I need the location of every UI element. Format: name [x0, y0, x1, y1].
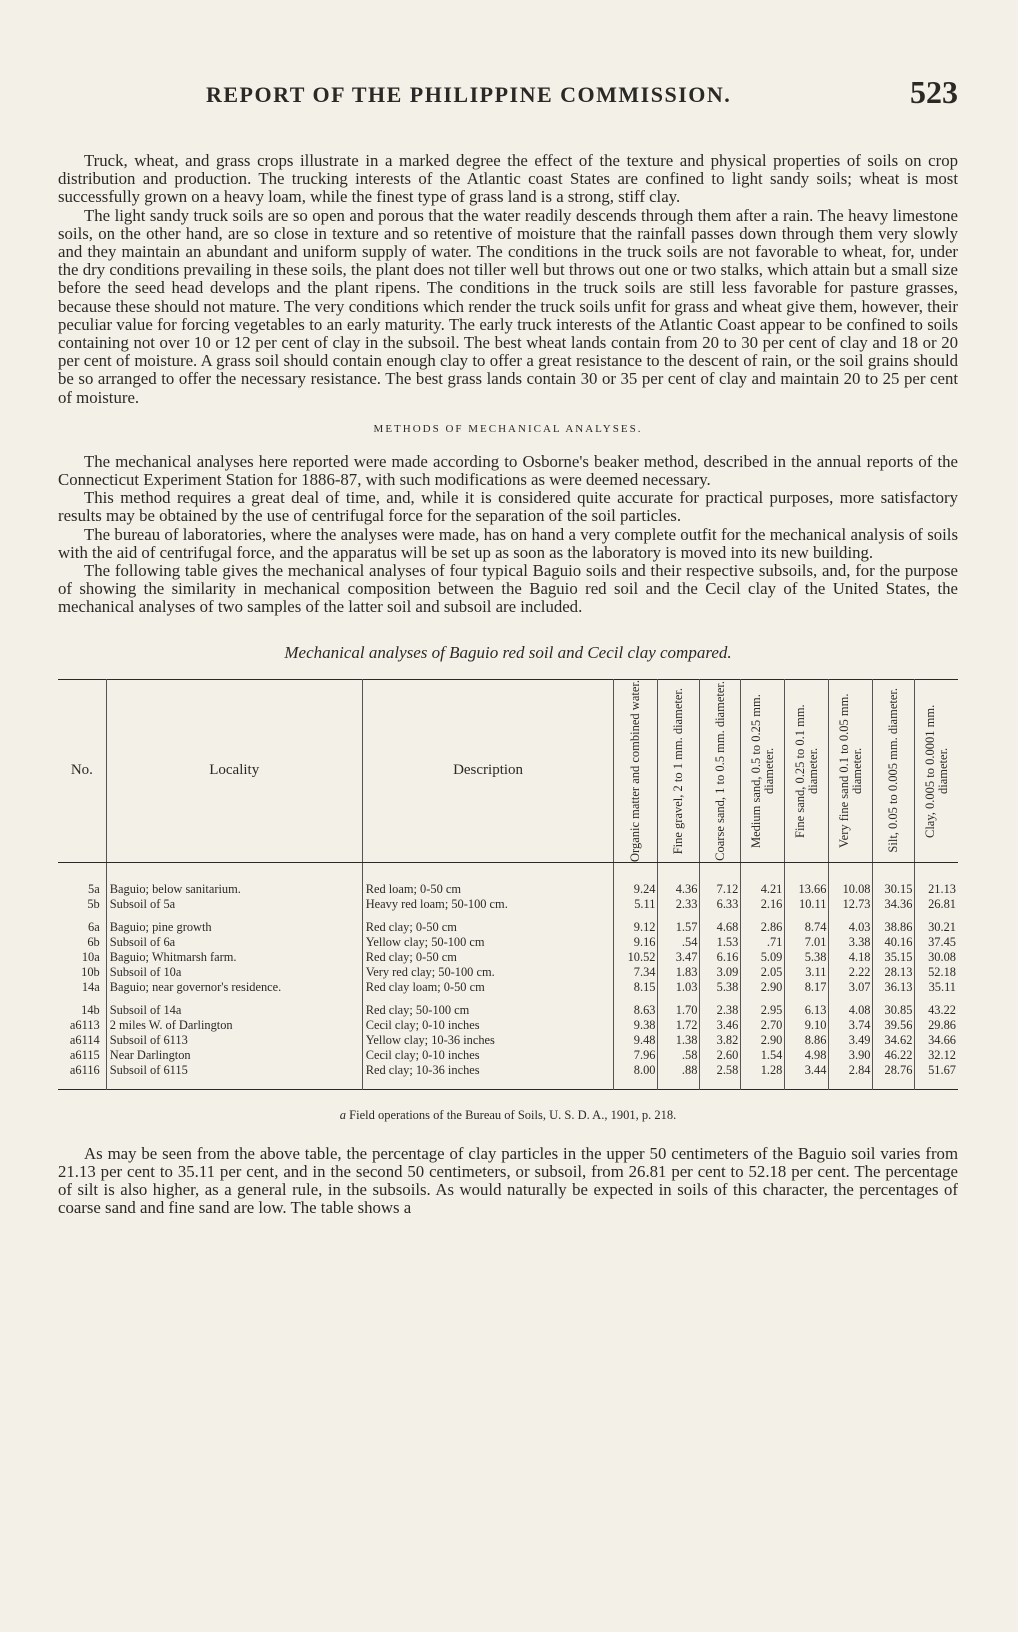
table-row: [58, 1063, 958, 1090]
cell-organic: 8.00: [614, 1063, 658, 1090]
cell-fine-sand: 3.44: [785, 1063, 829, 1090]
cell-fine-sand: 8.17: [785, 980, 829, 995]
cell-organic: 7.34: [614, 965, 658, 980]
cell-locality: Subsoil of 6113: [106, 1033, 362, 1048]
cell-very-fine-sand: 3.49: [829, 1033, 873, 1048]
cell-fine-gravel: .58: [658, 1048, 700, 1063]
cell-silt: 38.86: [873, 912, 915, 935]
header-fine-sand: Fine sand, 0.25 to 0.1 mm. diameter.: [785, 679, 829, 862]
cell-medium-sand: 4.21: [741, 862, 785, 897]
cell-locality: Baguio; Whitmarsh farm.: [106, 950, 362, 965]
cell-fine-sand: 6.13: [785, 995, 829, 1018]
cell-no: 6b: [87, 934, 100, 949]
cell-fine-gravel: 4.36: [658, 862, 700, 897]
cell-coarse-sand: 3.09: [700, 965, 741, 980]
cell-no: 5a: [88, 881, 100, 896]
cell-coarse-sand: 3.82: [700, 1033, 741, 1048]
cell-medium-sand: 2.05: [741, 965, 785, 980]
header-fine-gravel: Fine gravel, 2 to 1 mm. diameter.: [658, 679, 700, 862]
cell-organic: 9.48: [614, 1033, 658, 1048]
cell-fine-sand: 9.10: [785, 1018, 829, 1033]
table-caption: Mechanical analyses of Baguio red soil and Cecil clay compared.: [284, 642, 732, 662]
cell-no: 5b: [87, 896, 100, 911]
cell-locality: Baguio; pine growth: [106, 912, 362, 935]
cell-fine-sand: 13.66: [785, 862, 829, 897]
cell-coarse-sand: 2.38: [700, 995, 741, 1018]
cell-organic: 9.16: [614, 935, 658, 950]
cell-coarse-sand: 5.38: [700, 980, 741, 995]
cell-description: Very red clay; 50-100 cm.: [362, 965, 614, 980]
cell-medium-sand: 2.86: [741, 912, 785, 935]
cell-coarse-sand: 3.46: [700, 1018, 741, 1033]
cell-fine-gravel: 1.03: [658, 980, 700, 995]
cell-very-fine-sand: 10.08: [829, 862, 873, 897]
cell-fine-gravel: 1.57: [658, 912, 700, 935]
cell-organic: 9.38: [614, 1018, 658, 1033]
cell-medium-sand: 2.16: [741, 897, 785, 912]
cell-description: Cecil clay; 0-10 inches: [362, 1048, 614, 1063]
cell-coarse-sand: 4.68: [700, 912, 741, 935]
cell-medium-sand: 1.54: [741, 1048, 785, 1063]
header-medium-sand: Medium sand, 0.5 to 0.25 mm. diameter.: [741, 679, 785, 862]
cell-medium-sand: 2.95: [741, 995, 785, 1018]
running-head: [58, 70, 958, 110]
cell-locality: Baguio; near governor's residence.: [106, 980, 362, 995]
cell-very-fine-sand: 4.18: [829, 950, 873, 965]
cell-silt: 30.15: [873, 862, 915, 897]
cell-medium-sand: 1.28: [741, 1063, 785, 1090]
cell-silt: 30.85: [873, 995, 915, 1018]
table-row: [58, 995, 958, 1018]
cell-description: Red clay; 50-100 cm: [362, 995, 614, 1018]
cell-fine-gravel: 1.72: [658, 1018, 700, 1033]
table-row: [58, 965, 958, 980]
cell-coarse-sand: 2.58: [700, 1063, 741, 1090]
cell-organic: 7.96: [614, 1048, 658, 1063]
footnote-text: Field operations of the Bureau of Soils, U. S. D. A., 1901, p. 218.: [349, 1107, 677, 1122]
header-no: No.: [58, 679, 106, 862]
header-organic: Organic matter and combined water.: [614, 679, 658, 862]
cell-very-fine-sand: 4.03: [829, 912, 873, 935]
table-row: [58, 935, 958, 950]
cell-coarse-sand: 7.12: [700, 862, 741, 897]
cell-no: a6113: [69, 1017, 100, 1032]
cell-fine-gravel: 1.38: [658, 1033, 700, 1048]
footnote-marker: a: [339, 1107, 347, 1122]
methods-paragraph: The bureau of laboratories, where the analyses were made, has on hand a very complete outfit for the mechanical analysis of soils with the aid of centrifugal force, and the apparatus will be set up as soon as the laboratory is moved into its new building.: [58, 524, 958, 562]
table-row: [58, 1018, 958, 1033]
running-title: REPORT OF THE PHILIPPINE COMMISSION.: [206, 82, 732, 107]
cell-very-fine-sand: 12.73: [829, 897, 873, 912]
cell-silt: 34.36: [873, 897, 915, 912]
cell-very-fine-sand: 2.84: [829, 1063, 873, 1090]
cell-coarse-sand: 1.53: [700, 935, 741, 950]
cell-locality: Subsoil of 5a: [106, 897, 362, 912]
cell-medium-sand: 2.70: [741, 1018, 785, 1033]
cell-fine-gravel: 2.33: [658, 897, 700, 912]
cell-clay: 52.18: [915, 965, 958, 980]
cell-fine-gravel: 1.83: [658, 965, 700, 980]
cell-silt: 28.76: [873, 1063, 915, 1090]
header-clay: Clay, 0.005 to 0.0001 mm. diameter.: [915, 679, 958, 862]
cell-fine-sand: 10.11: [785, 897, 829, 912]
cell-clay: 37.45: [915, 935, 958, 950]
cell-fine-gravel: .54: [658, 935, 700, 950]
cell-no: a6116: [69, 1062, 100, 1077]
cell-description: Yellow clay; 50-100 cm: [362, 935, 614, 950]
cell-no: a6115: [69, 1047, 100, 1062]
cell-fine-gravel: 1.70: [658, 995, 700, 1018]
cell-very-fine-sand: 3.07: [829, 980, 873, 995]
cell-description: Cecil clay; 0-10 inches: [362, 1018, 614, 1033]
cell-description: Yellow clay; 10-36 inches: [362, 1033, 614, 1048]
methods-paragraph: The mechanical analyses here reported were made according to Osborne's beaker method, described in the annual reports of the Connecticut Experiment Station for 1886-87, with such modifications as were deemed necessary.: [58, 451, 958, 490]
cell-medium-sand: 2.90: [741, 1033, 785, 1048]
cell-description: Red loam; 0-50 cm: [362, 862, 614, 897]
table-row: [58, 912, 958, 935]
cell-coarse-sand: 6.33: [700, 897, 741, 912]
cell-very-fine-sand: 3.74: [829, 1018, 873, 1033]
cell-no: 10b: [81, 964, 100, 979]
cell-no: 10a: [81, 949, 100, 964]
cell-medium-sand: 2.90: [741, 980, 785, 995]
cell-clay: 43.22: [915, 995, 958, 1018]
cell-clay: 29.86: [915, 1018, 958, 1033]
cell-clay: 21.13: [915, 862, 958, 897]
cell-locality: Subsoil of 6115: [106, 1063, 362, 1090]
cell-coarse-sand: 2.60: [700, 1048, 741, 1063]
cell-locality: Subsoil of 10a: [106, 965, 362, 980]
cell-locality: Baguio; below sanitarium.: [106, 862, 362, 897]
cell-description: Red clay loam; 0-50 cm: [362, 980, 614, 995]
cell-silt: 39.56: [873, 1018, 915, 1033]
cell-organic: 5.11: [614, 897, 658, 912]
cell-clay: 35.11: [915, 980, 958, 995]
cell-fine-sand: 4.98: [785, 1048, 829, 1063]
cell-very-fine-sand: 2.22: [829, 965, 873, 980]
cell-description: Red clay; 10-36 inches: [362, 1063, 614, 1090]
header-silt: Silt, 0.05 to 0.005 mm. diameter.: [873, 679, 915, 862]
table-row: [58, 950, 958, 965]
cell-fine-gravel: .88: [658, 1063, 700, 1090]
cell-very-fine-sand: 3.38: [829, 935, 873, 950]
cell-medium-sand: .71: [741, 935, 785, 950]
methods-paragraph: This method requires a great deal of time, and, while it is considered quite accurate for practical purposes, more satisfactory results may be obtained by the use of centrifugal force for the separation of the soil particles.: [58, 488, 958, 526]
cell-no: 14b: [81, 1002, 100, 1017]
cell-fine-sand: 8.86: [785, 1033, 829, 1048]
cell-silt: 28.13: [873, 965, 915, 980]
cell-organic: 8.63: [614, 995, 658, 1018]
cell-clay: 26.81: [915, 897, 958, 912]
table-row: [58, 862, 958, 897]
document-page: [58, 70, 958, 1217]
table-row: [58, 1048, 958, 1063]
cell-fine-sand: 5.38: [785, 950, 829, 965]
header-locality: Locality: [106, 679, 362, 862]
cell-clay: 34.66: [915, 1033, 958, 1048]
cell-no: a6114: [69, 1032, 100, 1047]
cell-silt: 35.15: [873, 950, 915, 965]
cell-clay: 30.21: [915, 912, 958, 935]
cell-clay: 32.12: [915, 1048, 958, 1063]
table-row: [58, 897, 958, 912]
analysis-table: [58, 679, 958, 1090]
cell-fine-sand: 3.11: [785, 965, 829, 980]
cell-locality: Near Darlington: [106, 1048, 362, 1063]
body-paragraph: The light sandy truck soils are so open and porous that the water readily descends through them after a rain. The heavy limestone soils, on the other hand, are so close in texture and so retentive of moisture that the rainfall passes down through them very slowly and they maintain an abundant and uniform supply of water. The conditions in the truck soils are not favorable to wheat, for, under the dry conditions prevailing in these soils, the plant does not tiller well but throws out one or two stalks, which attain but a small size before the seed head develops and the plant ripens. The conditions in the truck soils are still less favorable for pasture grasses, because these should not mature. The very conditions which render the truck soils unfit for grass and wheat give them, however, their peculiar value for forcing vegetables to an early maturity. The early truck interests of the Atlantic Coast appear to be confined to soils containing not over 10 or 12 per cent of clay in the subsoil. The best wheat lands contain from 20 to 30 per cent of clay and 18 or 20 per cent of moisture. A grass soil should contain enough clay to offer a great resistance to the descent of rain, or the soil grains should be so arranged to offer the necessary resistance. The best grass lands contain 30 or 35 per cent of clay and maintain 20 to 25 per cent of moisture.: [58, 205, 958, 407]
cell-no: 6a: [88, 919, 100, 934]
cell-coarse-sand: 6.16: [700, 950, 741, 965]
table-row: [58, 980, 958, 995]
cell-very-fine-sand: 4.08: [829, 995, 873, 1018]
cell-silt: 46.22: [873, 1048, 915, 1063]
cell-description: Heavy red loam; 50-100 cm.: [362, 897, 614, 912]
cell-no: 14a: [81, 979, 100, 994]
table-footnote: [58, 1108, 958, 1123]
page-number: 523: [910, 74, 958, 110]
cell-silt: 36.13: [873, 980, 915, 995]
cell-silt: 40.16: [873, 935, 915, 950]
cell-very-fine-sand: 3.90: [829, 1048, 873, 1063]
cell-organic: 9.12: [614, 912, 658, 935]
cell-silt: 34.62: [873, 1033, 915, 1048]
section-heading: METHODS OF MECHANICAL ANALYSES.: [373, 422, 643, 435]
table-row: [58, 1033, 958, 1048]
cell-fine-sand: 7.01: [785, 935, 829, 950]
cell-description: Red clay; 0-50 cm: [362, 950, 614, 965]
cell-organic: 10.52: [614, 950, 658, 965]
cell-locality: Subsoil of 14a: [106, 995, 362, 1018]
cell-locality: Subsoil of 6a: [106, 935, 362, 950]
header-very-fine-sand: Very fine sand 0.1 to 0.05 mm. diameter.: [829, 679, 873, 862]
cell-description: Red clay; 0-50 cm: [362, 912, 614, 935]
closing-paragraph: As may be seen from the above table, the percentage of clay particles in the upper 50 centimeters of the Baguio soil varies from 21.13 per cent to 35.11 per cent, and in the second 50 centimeters, or subsoil, from 26.81 per cent to 52.18 per cent. The percentage of silt is also higher, as a general rule, in the subsoils. As would naturally be expected in soils of this character, the percentages of coarse sand and fine sand are low. The table shows a: [58, 1143, 958, 1218]
cell-clay: 30.08: [915, 950, 958, 965]
cell-medium-sand: 5.09: [741, 950, 785, 965]
cell-fine-sand: 8.74: [785, 912, 829, 935]
header-coarse-sand: Coarse sand, 1 to 0.5 mm. diameter.: [700, 679, 741, 862]
cell-clay: 51.67: [915, 1063, 958, 1090]
cell-organic: 9.24: [614, 862, 658, 897]
cell-fine-gravel: 3.47: [658, 950, 700, 965]
table-header-row: [58, 679, 958, 862]
body-paragraph: Truck, wheat, and grass crops illustrate in a marked degree the effect of the texture and physical properties of soils on crop distribution and production. The trucking interests of the Atlantic coast States are confined to light sandy soils; wheat is most successfully grown on a heavy loam, while the finest type of grass land is a strong, stiff clay.: [58, 151, 958, 207]
cell-organic: 8.15: [614, 980, 658, 995]
methods-paragraph: The following table gives the mechanical analyses of four typical Baguio soils and their respective subsoils, and, for the purpose of showing the similarity in mechanical composition between the Baguio red soil and the Cecil clay of the United States, the mechanical analyses of two samples of the latter soil and subsoil are included.: [58, 561, 958, 617]
cell-locality: 2 miles W. of Darlington: [106, 1018, 362, 1033]
header-description: Description: [362, 679, 614, 862]
